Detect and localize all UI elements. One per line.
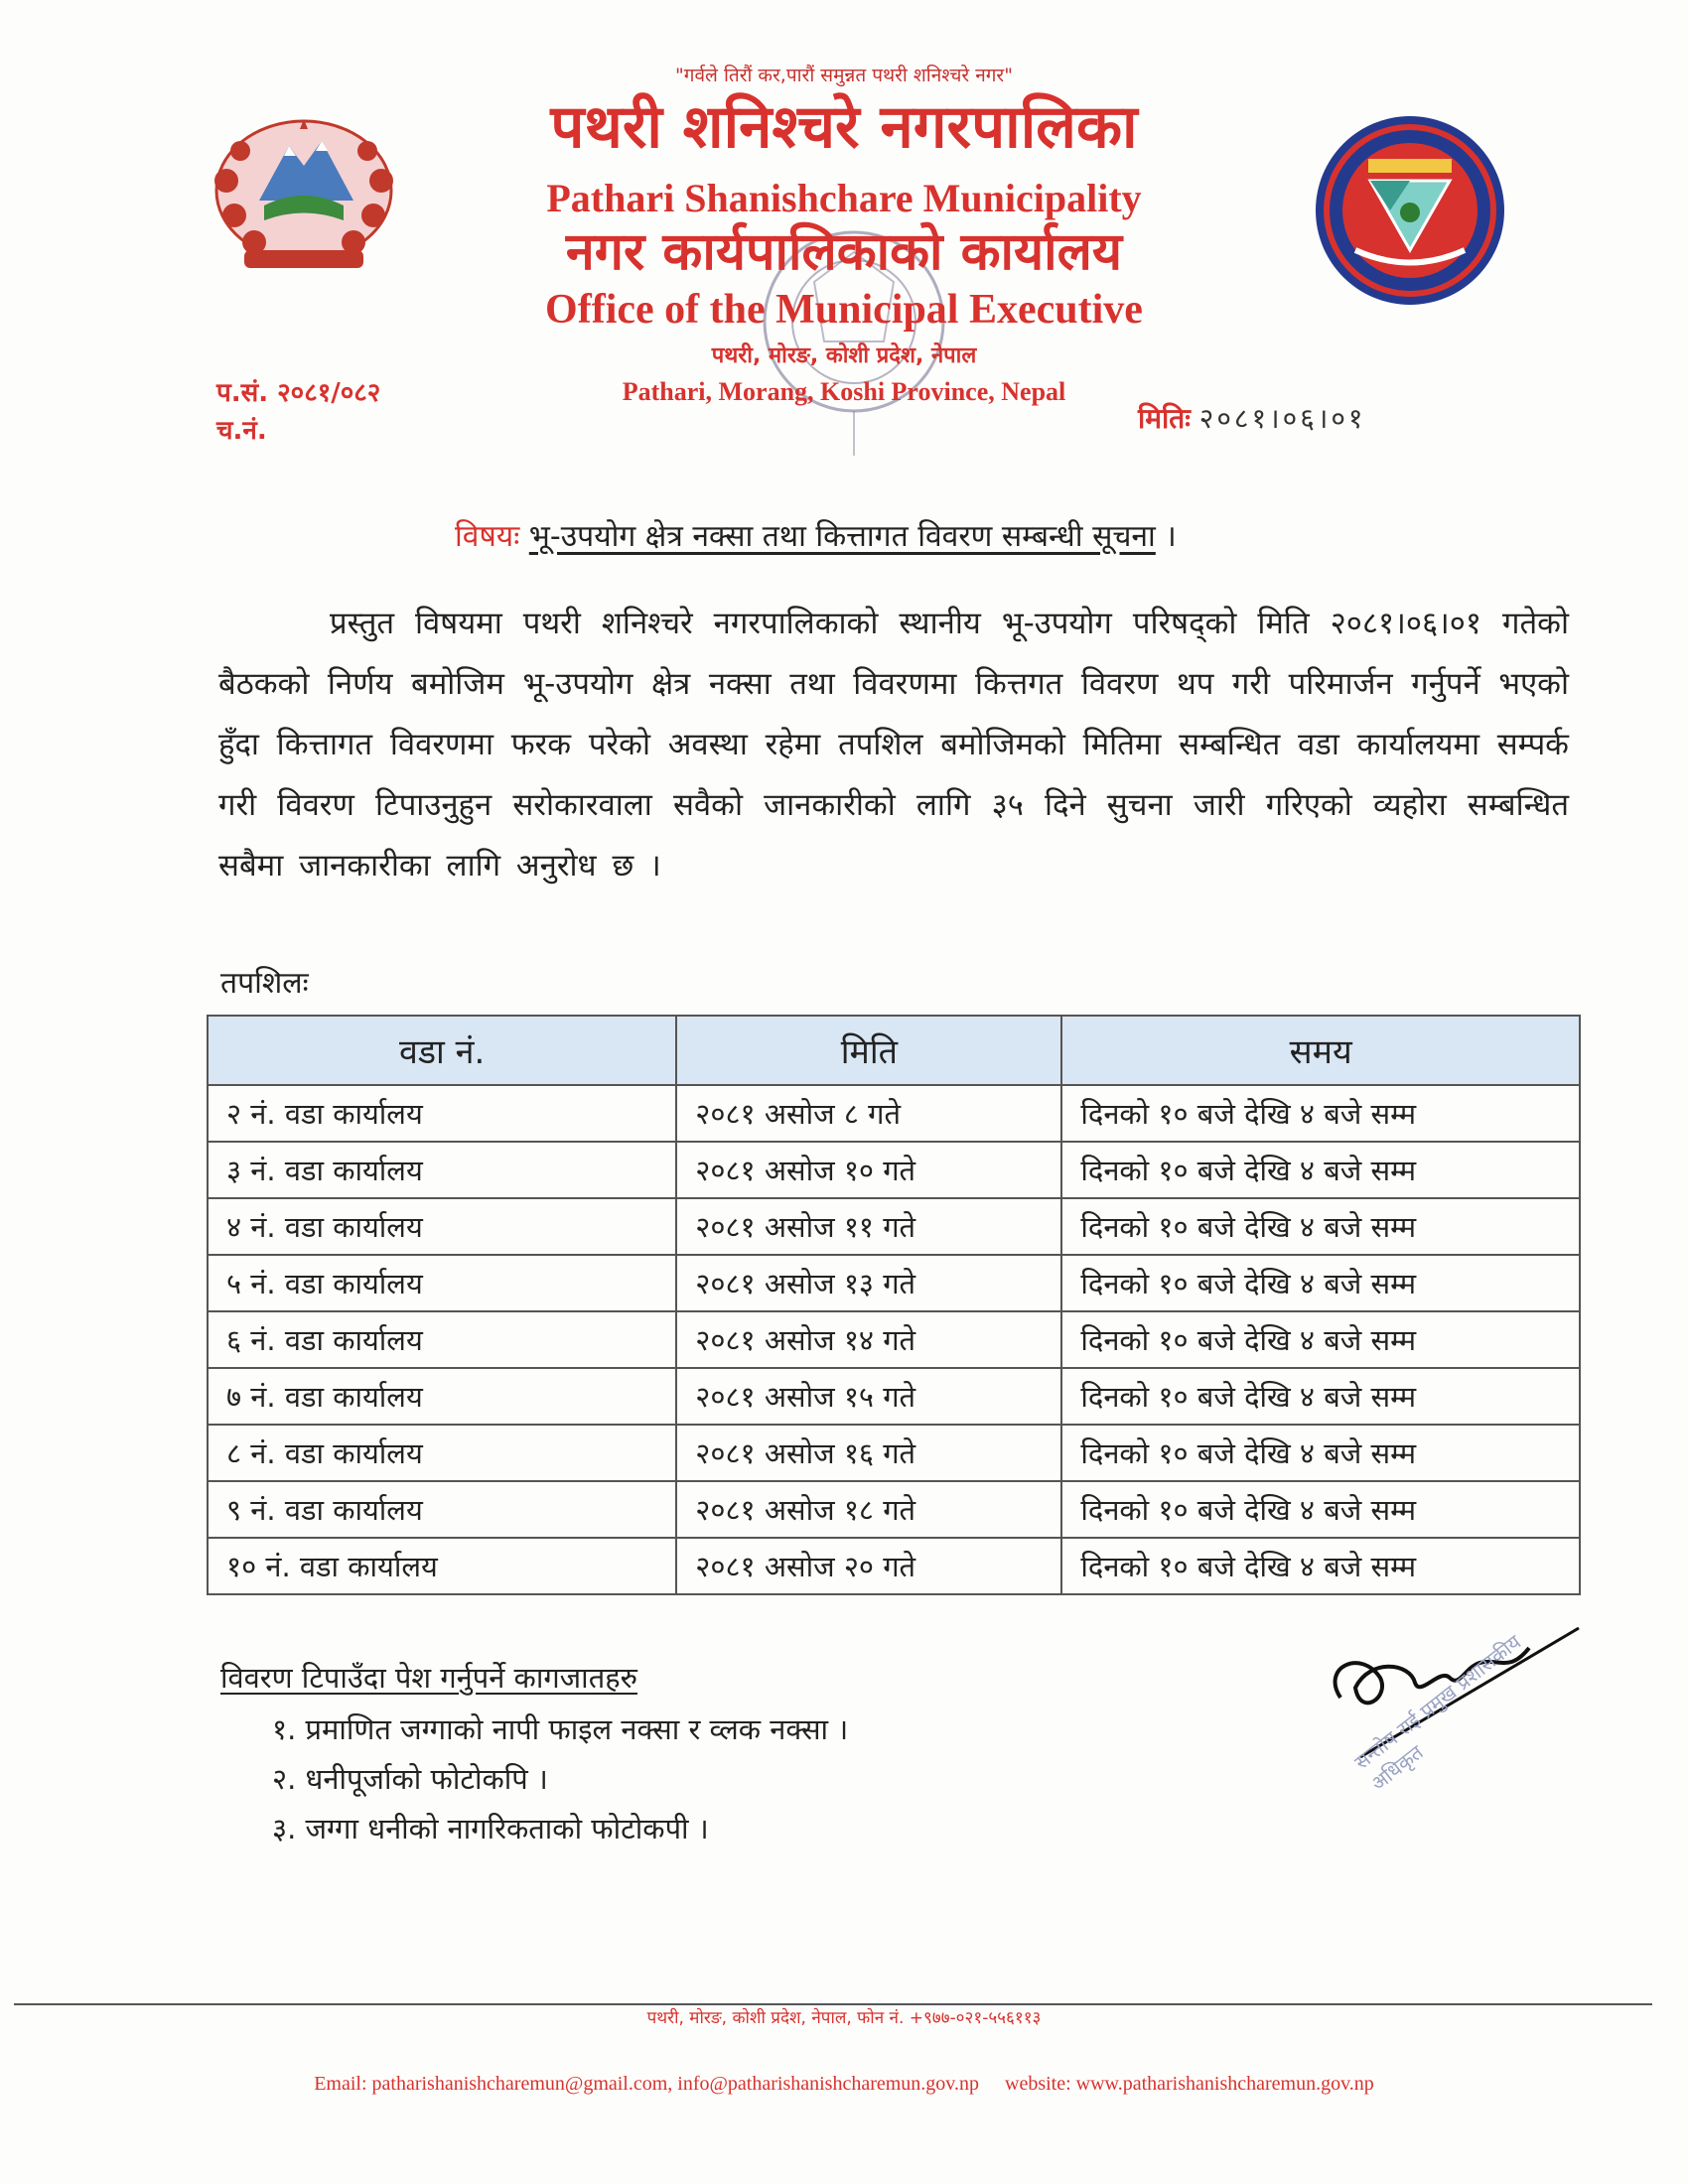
subject-text: भू-उपयोग क्षेत्र नक्सा तथा कित्तागत विवरण सम्बन्धी सूचना	[528, 519, 1156, 554]
municipality-name-np: पथरी शनिश्चरे नगरपालिका	[550, 92, 1138, 162]
date-cell: २०८१ असोज २० गते	[676, 1538, 1061, 1594]
table-header-row	[208, 1016, 1580, 1085]
ward-cell: २ नं. वडा कार्यालय	[208, 1085, 676, 1142]
footer-website: website: www.patharishanishcharemun.gov.np	[1005, 2073, 1374, 2095]
subject-end: ।	[1165, 519, 1177, 554]
address-np: पथरी, मोरङ, कोशी प्रदेश, नेपाल	[711, 343, 977, 368]
address-en: Pathari, Morang, Koshi Province, Nepal	[622, 377, 1066, 406]
table-row	[208, 1198, 1580, 1255]
dispatch-number: च.नं.	[216, 416, 267, 446]
footer-contact	[0, 2073, 1688, 2096]
table-row	[208, 1142, 1580, 1198]
document-item: २. धनीपूर्जाको फोटोकपि ।	[272, 1762, 548, 1796]
letter-date	[1138, 399, 1366, 437]
date-cell: २०८१ असोज १६ गते	[676, 1425, 1061, 1481]
ward-cell: ३ नं. वडा कार्यालय	[208, 1142, 676, 1198]
subject-line	[455, 514, 1177, 555]
date-cell: २०८१ असोज १० गते	[676, 1142, 1061, 1198]
notice-body: प्रस्तुत विषयमा पथरी शनिश्चरे नगरपालिकाको स्थानीय भू-उपयोग परिषद्को मिति २०८१।०६।०१ गतेको बैठकको निर्णय बमोजिम भू-उपयोग क्षेत्र नक्सा तथा विवरणमा कित्तगत विवरण थप गरी परिमार्जन गर्नुपर्ने भएको हुँदा कित्तागत विवरणमा फरक परेको अवस्था रहेमा तपशिल बमोजिमको मितिमा सम्बन्धित वडा कार्यालयमा सम्पर्क गरी विवरण टिपाउनुहुन सरोकारवाला सवैको जानकारीको लागि ३५ दिने सुचना जारी गरिएको व्यहोरा सम्बन्धित सबैमा जानकारीका लागि अनुरोध छ ।	[218, 606, 1569, 884]
time-cell: दिनको १० बजे देखि ४ बजे सम्म	[1061, 1198, 1580, 1255]
header-ward: वडा नं.	[208, 1016, 676, 1085]
table-row	[208, 1368, 1580, 1425]
time-cell: दिनको १० बजे देखि ४ बजे सम्म	[1061, 1425, 1580, 1481]
time-cell: दिनको १० बजे देखि ४ बजे सम्म	[1061, 1085, 1580, 1142]
ward-cell: ८ नं. वडा कार्यालय	[208, 1425, 676, 1481]
time-cell: दिनको १० बजे देखि ४ बजे सम्म	[1061, 1311, 1580, 1368]
ward-cell: ५ नं. वडा कार्यालय	[208, 1255, 676, 1311]
ward-cell: ४ नं. वडा कार्यालय	[208, 1198, 676, 1255]
date-cell: २०८१ असोज ११ गते	[676, 1198, 1061, 1255]
motto: "गर्वले तिरौं कर,पारौं समुन्नत पथरी शनिश्चरे नगर"	[675, 65, 1013, 86]
table-row	[208, 1255, 1580, 1311]
date-label: मितिः	[1138, 402, 1191, 435]
date-cell: २०८१ असोज १८ गते	[676, 1481, 1061, 1538]
date-cell: २०८१ असोज १५ गते	[676, 1368, 1061, 1425]
details-label: तपशिलः	[220, 966, 309, 1001]
time-cell: दिनको १० बजे देखि ४ बजे सम्म	[1061, 1481, 1580, 1538]
municipality-name-en: Pathari Shanishchare Municipality	[546, 176, 1142, 220]
time-cell: दिनको १० बजे देखि ४ बजे सम्म	[1061, 1142, 1580, 1198]
ward-cell: १० नं. वडा कार्यालय	[208, 1538, 676, 1594]
footer-address: पथरी, मोरङ, कोशी प्रदेश, नेपाल, फोन नं. +९७७-०२१-५५६११३	[646, 2008, 1042, 2028]
table-row	[208, 1538, 1580, 1594]
time-cell: दिनको १० बजे देखि ४ बजे सम्म	[1061, 1368, 1580, 1425]
ward-cell: ९ नं. वडा कार्यालय	[208, 1481, 676, 1538]
date-cell: २०८१ असोज १३ गते	[676, 1255, 1061, 1311]
subject-label: विषयः	[455, 519, 520, 554]
table-row	[208, 1311, 1580, 1368]
ward-cell: ६ नं. वडा कार्यालय	[208, 1311, 676, 1368]
table-row	[208, 1425, 1580, 1481]
documents-heading: विवरण टिपाउँदा पेश गर्नुपर्ने कागजातहरु	[220, 1661, 637, 1695]
ward-cell: ७ नं. वडा कार्यालय	[208, 1368, 676, 1425]
document-item: १. प्रमाणित जग्गाको नापी फाइल नक्सा र व्लक नक्सा ।	[272, 1712, 849, 1746]
table-row	[208, 1481, 1580, 1538]
office-name-en: Office of the Municipal Executive	[545, 287, 1143, 333]
date-cell: २०८१ असोज ८ गते	[676, 1085, 1061, 1142]
signature-stamp-text: सन्तोष राई प्रमुख प्रशासकीय अधिकृत	[1349, 1629, 1526, 1796]
reference-number: प.सं. २०८१/०८२	[216, 378, 381, 408]
header-time: समय	[1061, 1016, 1580, 1085]
time-cell: दिनको १० बजे देखि ४ बजे सम्म	[1061, 1255, 1580, 1311]
office-name-np: नगर कार्यपालिकाको कार्यालय	[565, 221, 1123, 282]
schedule-table	[207, 1015, 1581, 1595]
date-value: २०८१।०६।०१	[1198, 402, 1366, 435]
table-row	[208, 1085, 1580, 1142]
date-cell: २०८१ असोज १४ गते	[676, 1311, 1061, 1368]
document-item: ३. जग्गा धनीको नागरिकताको फोटोकपी ।	[272, 1812, 709, 1845]
time-cell: दिनको १० बजे देखि ४ बजे सम्म	[1061, 1538, 1580, 1594]
footer-email: Email: patharishanishcharemun@gmail.com, info@patharishanishcharemun.gov.np	[314, 2073, 980, 2095]
header-date: मिति	[676, 1016, 1061, 1085]
